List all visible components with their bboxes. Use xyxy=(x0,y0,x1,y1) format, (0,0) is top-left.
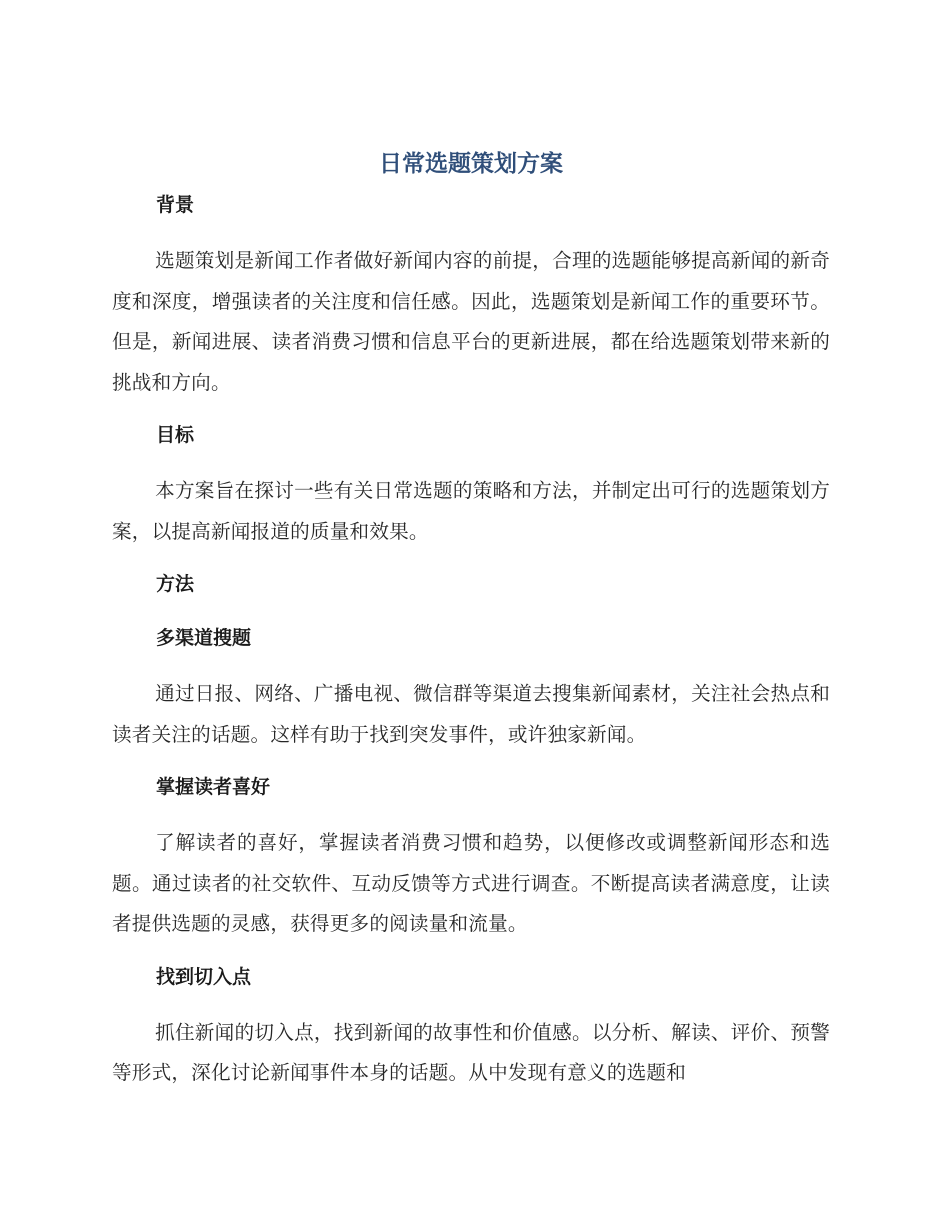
spacer xyxy=(112,449,830,471)
spacer xyxy=(112,991,830,1013)
section-heading-background: 背景 xyxy=(156,194,195,216)
document-title: 日常选题策划方案 xyxy=(379,151,563,177)
spacer xyxy=(112,945,830,963)
section-heading-reader-preferences: 掌握读者喜好 xyxy=(156,776,271,798)
section-heading-multichannel: 多渠道搜题 xyxy=(156,627,252,649)
spacer xyxy=(112,219,830,241)
spacer xyxy=(112,801,830,823)
section-heading-method: 方法 xyxy=(156,573,195,595)
section-heading-goal: 目标 xyxy=(156,424,195,446)
spacer xyxy=(112,598,830,624)
paragraph-reader-preferences: 了解读者的喜好，掌握读者消费习惯和趋势，以便修改或调整新闻形态和选题。通过读者的社交软件、互动反馈等方式进行调查。不断提高读者满意度，让读者提供选题的灵感，获得更多的阅读量和流量。 xyxy=(112,831,830,935)
spacer xyxy=(112,552,830,570)
paragraph-background: 选题策划是新闻工作者做好新闻内容的前提，合理的选题能够提高新闻的新奇度和深度，增强读者的关注度和信任感。因此，选题策划是新闻工作的重要环节。但是，新闻进展、读者消费习惯和信息平台的更新进展，都在给选题策划带来新的挑战和方向。 xyxy=(112,249,830,394)
paragraph-multichannel: 通过日报、网络、广播电视、微信群等渠道去搜集新闻素材，关注社会热点和读者关注的话题。这样有助于找到突发事件，或许独家新闻。 xyxy=(112,682,830,746)
spacer xyxy=(112,652,830,674)
spacer xyxy=(112,755,830,773)
spacer xyxy=(112,403,830,421)
section-heading-entry-point: 找到切入点 xyxy=(156,965,252,988)
paragraph-goal: 本方案旨在探讨一些有关日常选题的策略和方法，并制定出可行的选题策划方案，以提高新闻报道的质量和效果。 xyxy=(112,479,830,543)
document-page xyxy=(112,146,830,1094)
paragraph-entry-point: 抓住新闻的切入点，找到新闻的故事性和价值感。以分析、解读、评价、预警等形式，深化讨论新闻事件本身的话题。从中发现有意义的选题和 xyxy=(112,1020,830,1084)
